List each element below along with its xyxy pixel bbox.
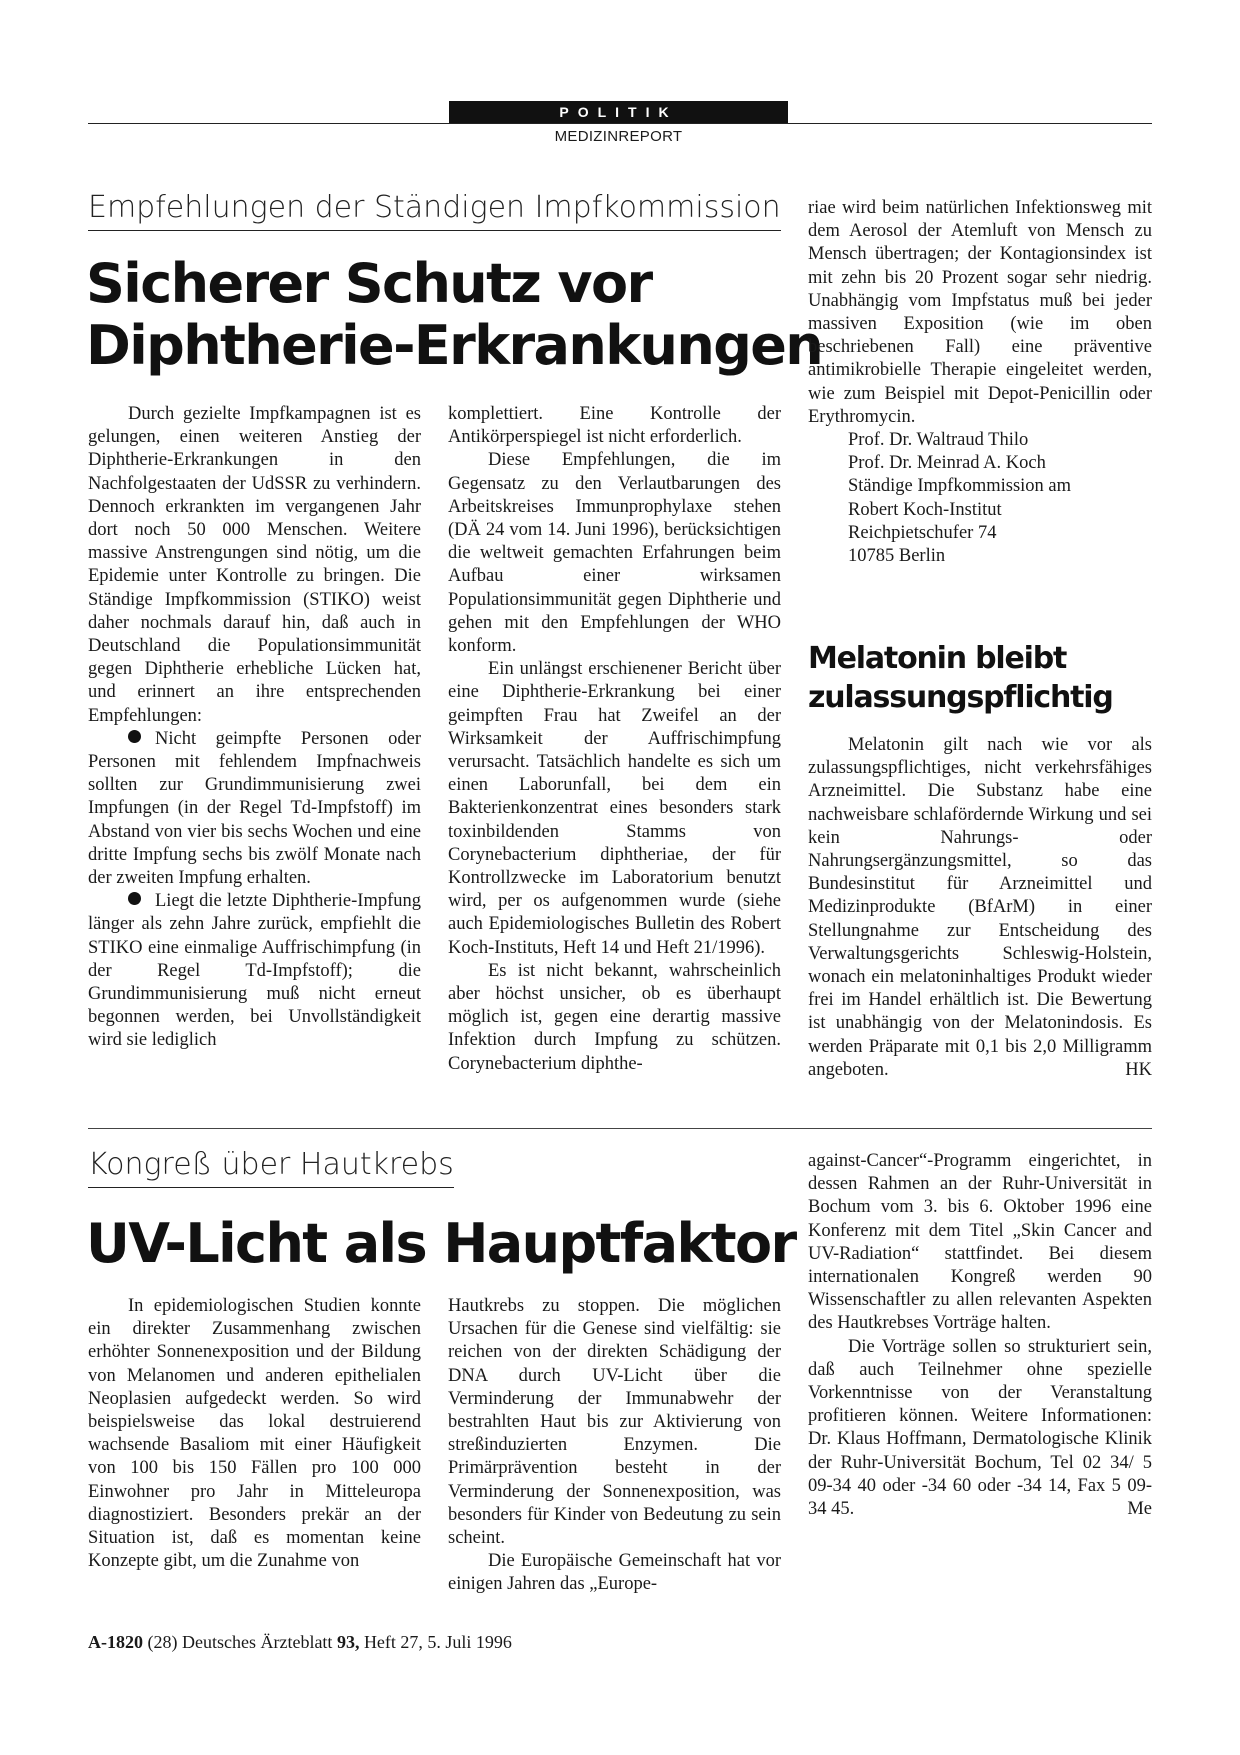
article1-paragraph: Durch gezielte Impfkampagnen ist es gelungen, einen weiteren Anstieg der Diphtherie-Erkrankungen in den Nachfolgestaaten der UdSSR zu verhindern. Dennoch erkrankten im vergangenen Jahr dort noch 50 000 Menschen. Weitere massive Anstrengungen sind nötig, um die Epidemie unter Kontrolle zu bringen. Die Ständige Impfkommission (STIKO) weist daher nochmals darauf hin, daß auch in Deutschland die Populationsimmunität gegen Diphtherie erhebliche Lücken hat, und erinnert an ihre entsprechenden Empfehlungen: bbox=[88, 404, 421, 726]
article3-overline: Kongreß über Hautkrebs bbox=[88, 1147, 454, 1188]
footer-issue-suffix: Heft 27, 5. Juli 1996 bbox=[363, 1632, 512, 1652]
article1-bullet-1 bbox=[88, 728, 421, 890]
article3-column-1 bbox=[88, 1295, 421, 1573]
article1-headline-line2: Diphtherie-Erkrankungen bbox=[86, 314, 823, 377]
signature-line: Reichpietschufer 74 bbox=[848, 522, 997, 543]
article2-paragraph bbox=[808, 734, 1152, 1082]
signature-line: 10785 Berlin bbox=[848, 546, 946, 567]
bullet-text: Liegt die letzte Diphtherie-Impfung länger als zehn Jahre zurück, empfiehlt die STIKO eine einmalige Auffrischimpfung (in der Regel Td-Impfstoff); die Grundimmunisierung muß nicht erneut begonnen werden, bei Unvollständigkeit wird sie lediglich bbox=[88, 891, 421, 1051]
page-footer bbox=[88, 1632, 512, 1653]
author-initials: HK bbox=[1125, 1059, 1152, 1080]
article1-paragraph: Es ist nicht bekannt, wahrscheinlich aber höchst unsicher, ob es überhaupt möglich ist, gegen eine derartig massive Infektion durch Impfung zu schützen. Corynebacterium diphthe- bbox=[448, 960, 781, 1074]
article3-paragraph bbox=[808, 1336, 1152, 1522]
signature-line: Robert Koch-Institut bbox=[848, 499, 1002, 520]
article2-headline-line1: Melatonin bleibt bbox=[808, 641, 1067, 676]
article1-headline-line1: Sicherer Schutz vor bbox=[86, 252, 652, 315]
article3-text: Die Vorträge sollen so strukturiert sein, daß auch Teilnehmer ohne spezielle Vorkenntnisse von der Veranstaltung profitieren können. Weitere Informationen: Dr. Klaus Hoffmann, Dermatologische Klinik der Ruhr-Universität Bochum, Tel 02 34/ 5 09-34 40 oder -34 60 oder -34 14, Fax 5 09-34 45. bbox=[808, 1336, 1152, 1520]
article1-bullet-2 bbox=[88, 890, 421, 1052]
article3-column-3 bbox=[808, 1150, 1152, 1521]
article2-body bbox=[808, 734, 1152, 1082]
author-initials: Me bbox=[1127, 1499, 1152, 1520]
article1-column-1 bbox=[88, 403, 421, 1053]
bullet-text: Nicht geimpfte Personen oder Personen mit fehlendem Impfnachweis sollten zur Grundimmunisierung zwei Impfungen (in der Regel Td-Impfstoff) im Abstand von vier bis sechs Wochen und eine dritte Impfung sechs bis zwölf Monate nach der zweiten Impfung erhalten. bbox=[88, 728, 421, 889]
footer-volume: 93, bbox=[336, 1632, 360, 1652]
header-rule bbox=[88, 123, 1152, 124]
article2-text: Melatonin gilt nach wie vor als zulassungspflichtiges, nicht verkehrsfähiges Arzneimittel. Die Substanz habe eine nachweisbare schlafördernde Wirkung und sei kein Nahrungs- oder Nahrungsergänzungsmittel, so das Bundesinstitut für Arzneimittel und Medizinprodukte (BfArM) in einer Stellungnahme zur Entscheidung des Verwaltungsgerichts Schleswig-Holstein, wonach ein melatoninhaltiges Produkt wieder frei im Handel erhältlich ist. Die Bewertung ist unabhängig von der Melatonindosis. Es werden Präparate mit 0,1 bis 2,0 Milligramm angeboten. bbox=[808, 735, 1152, 1080]
article1-overline: Empfehlungen der Ständigen Impfkommission bbox=[88, 190, 781, 231]
article1-column-2 bbox=[448, 403, 781, 1076]
signature-line: Ständige Impfkommission am bbox=[848, 476, 1072, 497]
article1-column-3 bbox=[808, 197, 1152, 568]
signature-line: Prof. Dr. Waltraud Thilo bbox=[848, 430, 1029, 451]
article3-column-2 bbox=[448, 1295, 781, 1597]
article1-paragraph: komplettiert. Eine Kontrolle der Antikörperspiegel ist nicht erforderlich. bbox=[448, 404, 781, 448]
article2-headline-line2: zulassungspflichtig bbox=[808, 680, 1113, 715]
signature-line: Prof. Dr. Meinrad A. Koch bbox=[848, 453, 1046, 474]
bullet-icon bbox=[128, 892, 141, 905]
section-label: MEDIZINREPORT bbox=[554, 128, 683, 145]
bullet-icon bbox=[128, 730, 141, 743]
article1-paragraph: Diese Empfehlungen, die im Gegensatz zu den Verlautbarungen des Arbeitskreises Immunprophylaxe stehen (DÄ 24 vom 14. Juni 1996), berücksichtigen die weltweit gemachten Erfahrungen beim Aufbau einer wirksamen Populationsimmunität gegen Diphtherie und gehen mit den Empfehlungen der WHO konform. bbox=[448, 450, 781, 657]
article1-paragraph: riae wird beim natürlichen Infektionsweg mit dem Aerosol der Atemluft von Mensch zu Mensch übertragen; der Kontagionsindex ist mit zehn bis 20 Prozent sogar sehr niedrig. Unabhängig vom Impfstatus muß bei jeder massiven Exposition (wie im oben beschriebenen Fall) eine präventive antimikrobielle Therapie eingeleitet werden, wie zum Beispiel mit Depot-Penicillin oder Erythromycin. bbox=[808, 198, 1152, 427]
article3-paragraph: In epidemiologischen Studien konnte ein direkter Zusammenhang zwischen erhöhter Sonnenexposition und der Bildung von Melanomen und anderen epithelialen Neoplasien aufgedeckt werden. So wird beispielsweise das lokal destruierend wachsende Basaliom mit einer Häufigkeit von 100 bis 150 Fällen pro 100 000 Einwohner pro Jahr in Mitteleuropa diagnostiziert. Besonders prekär an der Situation ist, daß es momentan keine Konzepte gibt, um die Zunahme von bbox=[88, 1296, 421, 1572]
section-kicker: POLITIK bbox=[449, 101, 788, 123]
footer-issue-prefix: (28) Deutsches Ärzteblatt bbox=[147, 1632, 333, 1652]
article3-paragraph: Die Europäische Gemeinschaft hat vor einigen Jahren das „Europe- bbox=[448, 1551, 781, 1595]
article1-paragraph: Ein unlängst erschienener Bericht über eine Diphtherie-Erkrankung bei einer geimpften Frau hat Zweifel an der Wirksamkeit der Auffrischimpfung verursacht. Tatsächlich handelte es sich um einen Laborunfall, bei dem ein Bakterienkonzentrat eines besonders stark toxinbildenden Stamms von Corynebacterium diphtheriae, der für Kontrollzwecke im Laboratorium benutzt wird, per os aufgenommen wurde (siehe auch Epidemiologisches Bulletin des Robert Koch-Instituts, Heft 14 und Heft 21/1996). bbox=[448, 659, 781, 958]
article-divider bbox=[88, 1128, 1152, 1129]
page-number: A-1820 bbox=[88, 1632, 143, 1652]
article3-headline: UV-Licht als Hauptfaktor bbox=[86, 1212, 796, 1275]
article3-paragraph: against-Cancer“-Programm eingerichtet, in dessen Rahmen an der Ruhr-Universität in Bochum vom 3. bis 6. Oktober 1996 eine Konferenz mit dem Titel „Skin Cancer and UV-Radiation“ stattfindet. Bei diesem internationalen Kongreß werden 90 Wissenschaftler zu allen relevanten Aspekten des Hautkrebses Vorträge halten. bbox=[808, 1151, 1152, 1334]
article3-paragraph: Hautkrebs zu stoppen. Die möglichen Ursachen für die Genese sind vielfältig: sie reichen von der direkten Schädigung der DNA durch UV-Licht über die Verminderung der Immunabwehr der bestrahlten Haut bis zur Aktivierung von streßinduzierten Enzymen. Die Primärprävention besteht in der Verminderung der Sonnenexposition, was besonders für Kinder von Bedeutung zu sein scheint. bbox=[448, 1296, 781, 1549]
